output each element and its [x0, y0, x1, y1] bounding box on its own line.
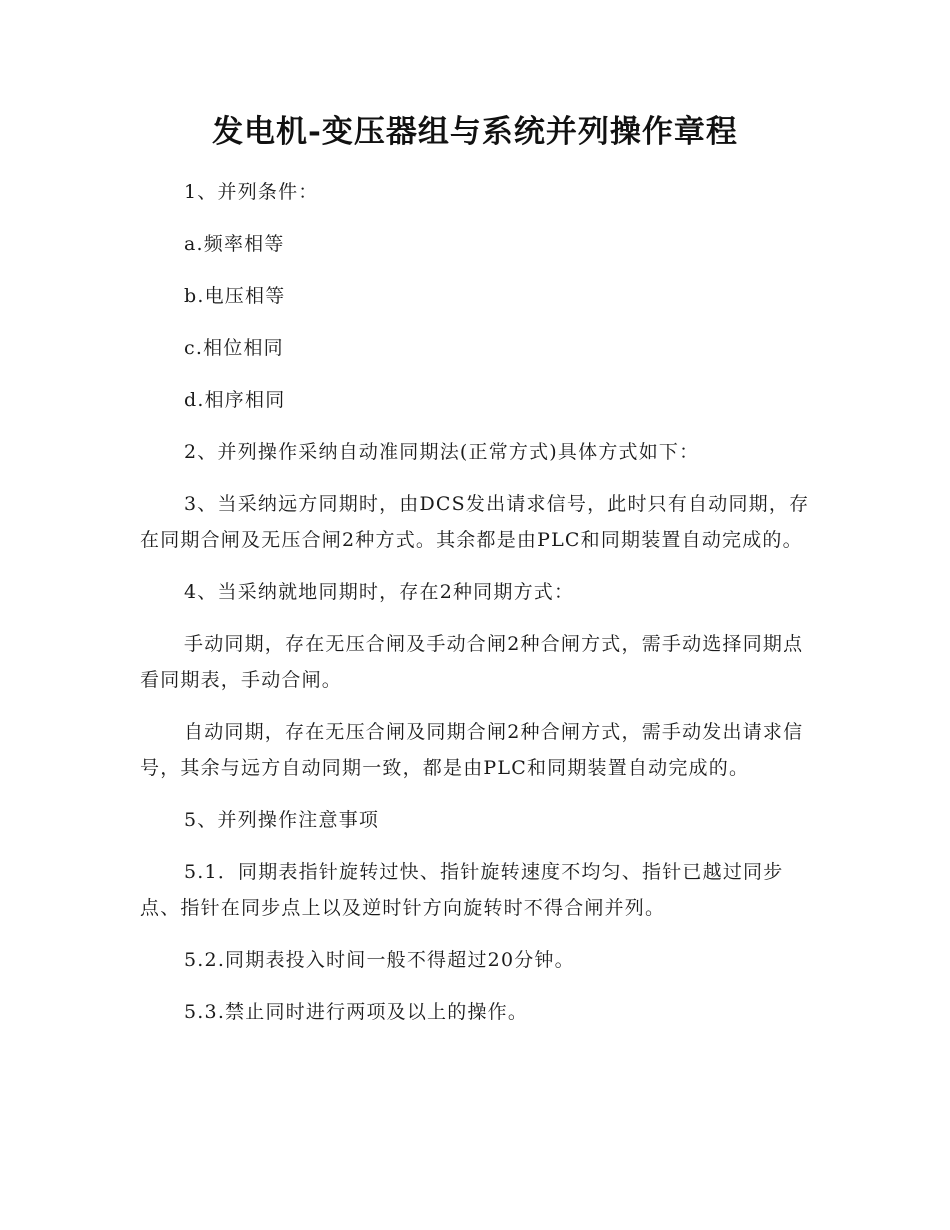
paragraph-local-sync: 4、当采纳就地同期时，存在2种同期方式： [184, 581, 575, 603]
paragraph-precautions-heading: 5、并列操作注意事项 [184, 809, 380, 831]
paragraph-condition-phase-sequence: d.相序相同 [184, 389, 286, 411]
paragraph-auto-sync-method: 2、并列操作采纳自动准同期法(正常方式)具体方式如下： [184, 441, 700, 463]
paragraph-parallel-conditions: 1、并列条件： [184, 181, 319, 203]
paragraph-automatic-sync: 自动同期，存在无压合闸及同期合闸2种合闸方式，需手动发出请求信号，其余与远方自动同期一致，都是由PLC和同期装置自动完成的。 [140, 721, 804, 779]
paragraph-condition-voltage: b.电压相等 [184, 285, 286, 307]
paragraph-manual-sync: 手动同期，存在无压合闸及手动合闸2种合闸方式，需手动选择同期点看同期表，手动合闸。 [140, 633, 804, 691]
paragraph-precaution-5-1: 5.1．同期表指针旋转过快、指针旋转速度不均匀、指针已越过同步点、指针在同步点上以及逆时针方向旋转时不得合闸并列。 [140, 861, 784, 919]
document-title: 发电机-变压器组与系统并列操作章程 [212, 114, 738, 150]
paragraph-condition-frequency: a.频率相等 [184, 233, 285, 255]
paragraph-condition-phase: c.相位相同 [184, 337, 284, 359]
paragraph-precaution-5-2: 5.2.同期表投入时间一般不得超过20分钟。 [184, 949, 575, 971]
paragraph-precaution-5-3: 5.3.禁止同时进行两项及以上的操作。 [184, 1001, 529, 1023]
paragraph-remote-sync: 3、当采纳远方同期时，由DCS发出请求信号，此时只有自动同期，存在同期合闸及无压合闸2种方式。其余都是由PLC和同期装置自动完成的。 [140, 493, 810, 551]
